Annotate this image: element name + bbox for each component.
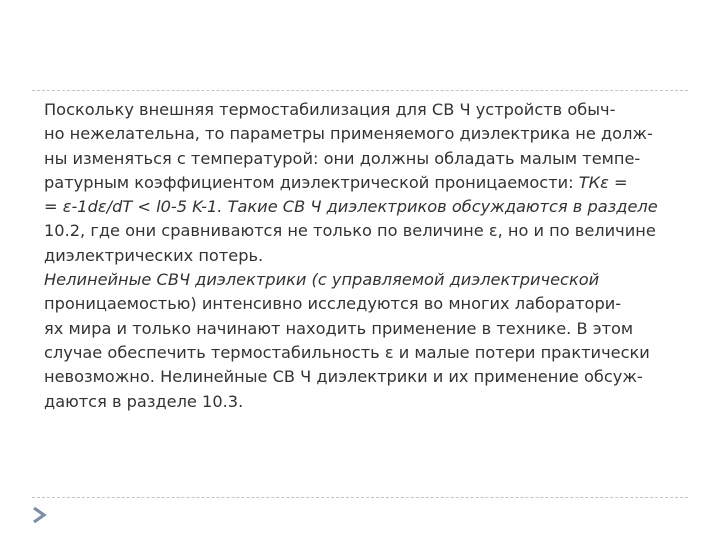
text-line-10 <box>44 317 694 341</box>
text-line-4-regular: ратурным коэффициентом диэлектрической проницаемости: <box>44 172 579 192</box>
text-line-3-regular: ны изменяться с температурой: они должны обладать малым темпе- <box>44 148 641 168</box>
text-line-4 <box>44 171 694 195</box>
text-line-5-italic: = ε-1dε/dT < l0-5 K-1. Такие СВ Ч диэлектриков обсуждаются в разделе <box>44 197 658 217</box>
chevron-right-icon-shape <box>34 508 44 522</box>
text-line-12-regular: невозможно. Нелинейные СВ Ч диэлектрики и их применение обсуж- <box>44 367 643 387</box>
text-line-5 <box>44 195 694 219</box>
text-line-13 <box>44 390 694 414</box>
text-line-2 <box>44 122 694 146</box>
text-line-6-regular: 10.2, где они сравниваются не только по величине ε, но и по величине <box>44 221 656 241</box>
text-line-8-italic: Нелинейные СВЧ диэлектрики (с управляемой диэлектрической <box>44 270 600 290</box>
text-line-7-regular: диэлектрических потерь. <box>44 245 264 265</box>
bottom-divider <box>32 497 688 498</box>
text-line-8 <box>44 268 694 292</box>
text-line-3 <box>44 147 694 171</box>
text-line-13-regular: даются в разделе 10.3. <box>44 391 244 411</box>
text-line-1 <box>44 98 694 122</box>
text-line-12 <box>44 365 694 389</box>
text-line-9 <box>44 292 694 316</box>
text-line-1-regular: Поскольку внешняя термостабилизация для СВ Ч устройств обыч- <box>44 100 616 119</box>
text-line-4-italic: ТКε = <box>578 172 628 192</box>
text-line-10-regular: ях мира и только начинают находить применение в технике. В этом <box>44 318 634 338</box>
text-line-6 <box>44 219 694 243</box>
text-line-11-regular: случае обеспечить термостабильность ε и малые потери практически <box>44 342 650 362</box>
text-line-9-regular: проницаемостью) интенсивно исследуются во многих лаборатори- <box>44 294 622 314</box>
top-divider <box>32 90 688 91</box>
text-line-7 <box>44 244 694 268</box>
chevron-right-icon <box>32 506 48 524</box>
text-line-2-regular: но нежелательна, то параметры применяемого диэлектрика не долж- <box>44 124 653 144</box>
slide-body-text <box>44 98 694 414</box>
text-line-11 <box>44 341 694 365</box>
